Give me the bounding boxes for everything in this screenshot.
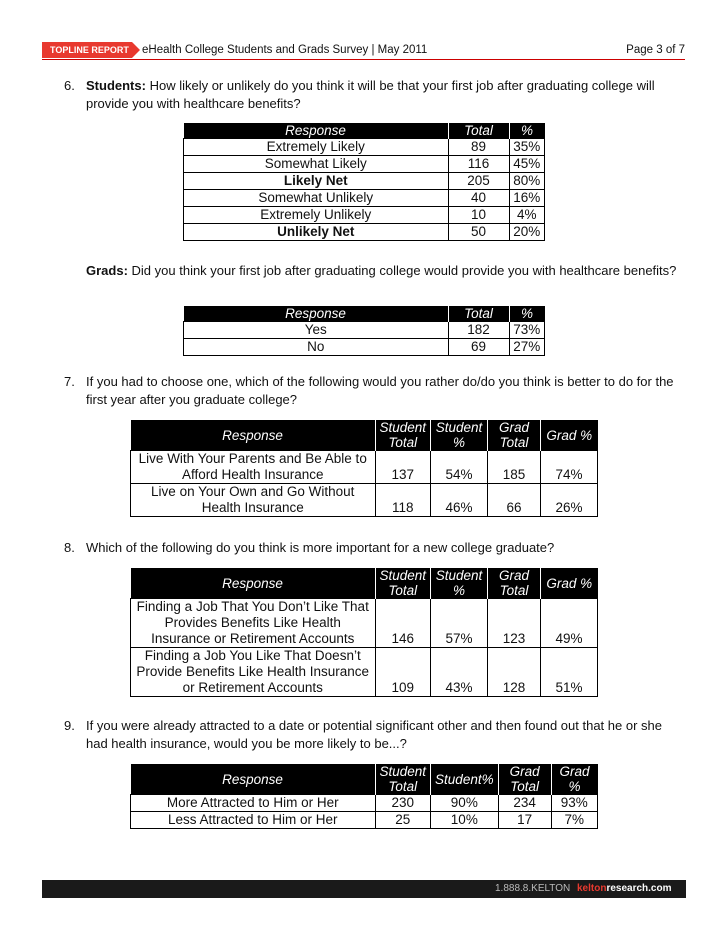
table-row [184,190,545,207]
footer-site-brand: kelton [577,883,607,894]
cell: No [184,339,449,356]
cell: 45% [509,156,545,173]
cell: More Attracted to Him or Her [131,795,376,812]
question-text: If you had to choose one, which of the following would you rather do/do you think is better to do for the first year after you graduate college? [86,374,674,407]
page-number: Page 3 of 7 [626,44,685,56]
cell: 7% [551,812,597,829]
col-header: Grad % [551,764,597,795]
question-text: Did you think your first job after graduating college would provide you with healthcare benefits? [131,263,677,278]
question-6-grads [64,262,684,280]
question-number: 6. [64,78,75,93]
cell: 35% [509,139,545,156]
cell: 74% [541,451,598,484]
cell: 50 [448,224,509,241]
question-8 [64,539,684,557]
question-6 [64,77,684,113]
cell: 89 [448,139,509,156]
cell: 205 [448,173,509,190]
table-row [184,224,545,241]
table-row [131,812,598,829]
page-header [42,36,685,60]
cell: 49% [541,599,598,648]
col-header: Response [184,123,449,139]
table-row [184,139,545,156]
col-header: Student % [431,568,488,599]
cell: 90% [431,795,499,812]
cell: 69 [448,339,509,356]
question-lead: Students: [86,78,146,93]
cell: Less Attracted to Him or Her [131,812,376,829]
col-header: Total [448,123,509,139]
col-header: % [509,306,545,322]
cell: 234 [498,795,551,812]
cell: Somewhat Unlikely [184,190,449,207]
question-9 [64,717,684,753]
cell: 4% [509,207,545,224]
cell: 230 [375,795,431,812]
col-header: % [509,123,545,139]
table-row [184,207,545,224]
table-row [184,322,545,339]
cell: 54% [431,451,488,484]
cell: 26% [541,484,598,517]
col-header: Total [448,306,509,322]
cell: 93% [551,795,597,812]
table-row [131,599,598,648]
cell: 17 [498,812,551,829]
cell: 123 [488,599,541,648]
page-footer [42,880,686,898]
col-header: Response [131,568,376,599]
cell: Extremely Unlikely [184,207,449,224]
table-row [184,339,545,356]
question-number: 7. [64,374,75,389]
question-text: If you were already attracted to a date or potential significant other and then found out that he or she had health insurance, would you be more likely to be...? [86,718,662,751]
col-header: Grad Total [488,420,541,451]
cell: 40 [448,190,509,207]
footer-site-domain: research.com [606,883,672,894]
cell: 118 [375,484,431,517]
cell: 10 [448,207,509,224]
question-text: Which of the following do you think is more important for a new college graduate? [86,540,555,555]
cell: Unlikely Net [184,224,449,241]
col-header: Student Total [375,420,431,451]
cell: Yes [184,322,449,339]
cell: Finding a Job That You Don’t Like That Provides Benefits Like Health Insurance or Retirement Accounts [131,599,376,648]
footer-site [577,882,672,896]
table-row [131,451,598,484]
col-header: Grad % [541,568,598,599]
cell: 66 [488,484,541,517]
col-header: Response [131,764,376,795]
cell: 182 [448,322,509,339]
table-row [184,156,545,173]
footer-phone: 1.888.8.KELTON [495,883,571,894]
question-7 [64,373,684,409]
cell: 146 [375,599,431,648]
col-header: Student Total [375,568,431,599]
cell: 10% [431,812,499,829]
cell: Likely Net [184,173,449,190]
col-header: Student% [431,764,499,795]
table-row [131,484,598,517]
cell: Extremely Likely [184,139,449,156]
header-divider [42,59,685,60]
cell: Live With Your Parents and Be Able to Afford Health Insurance [131,451,376,484]
cell: 80% [509,173,545,190]
cell: 116 [448,156,509,173]
cell: Finding a Job You Like That Doesn’t Provide Benefits Like Health Insurance or Retirement Accounts [131,648,376,697]
cell: 27% [509,339,545,356]
report-title: eHealth College Students and Grads Survey | May 2011 [142,44,428,56]
topline-report-tag: TOPLINE REPORT [42,42,132,58]
cell: 46% [431,484,488,517]
col-header: Student Total [375,764,431,795]
question-lead: Grads: [86,263,128,278]
cell: 51% [541,648,598,697]
q9-table [130,764,598,829]
cell: 43% [431,648,488,697]
col-header: Grad % [541,420,598,451]
q7-table [130,420,598,517]
col-header: Student % [431,420,488,451]
cell: 16% [509,190,545,207]
cell: Somewhat Likely [184,156,449,173]
col-header: Grad Total [498,764,551,795]
col-header: Grad Total [488,568,541,599]
col-header: Response [131,420,376,451]
q6-grads-table [183,306,545,356]
cell: 137 [375,451,431,484]
col-header: Response [184,306,449,322]
cell: 20% [509,224,545,241]
table-row [184,173,545,190]
cell: 73% [509,322,545,339]
cell: 25 [375,812,431,829]
q6-table [183,123,545,241]
question-number: 9. [64,718,75,733]
cell: Live on Your Own and Go Without Health Insurance [131,484,376,517]
cell: 109 [375,648,431,697]
table-row [131,648,598,697]
q8-table [130,568,598,697]
cell: 57% [431,599,488,648]
cell: 128 [488,648,541,697]
question-text: How likely or unlikely do you think it will be that your first job after graduating college will provide you with healthcare benefits? [86,78,655,111]
table-row [131,795,598,812]
question-number: 8. [64,540,75,555]
cell: 185 [488,451,541,484]
